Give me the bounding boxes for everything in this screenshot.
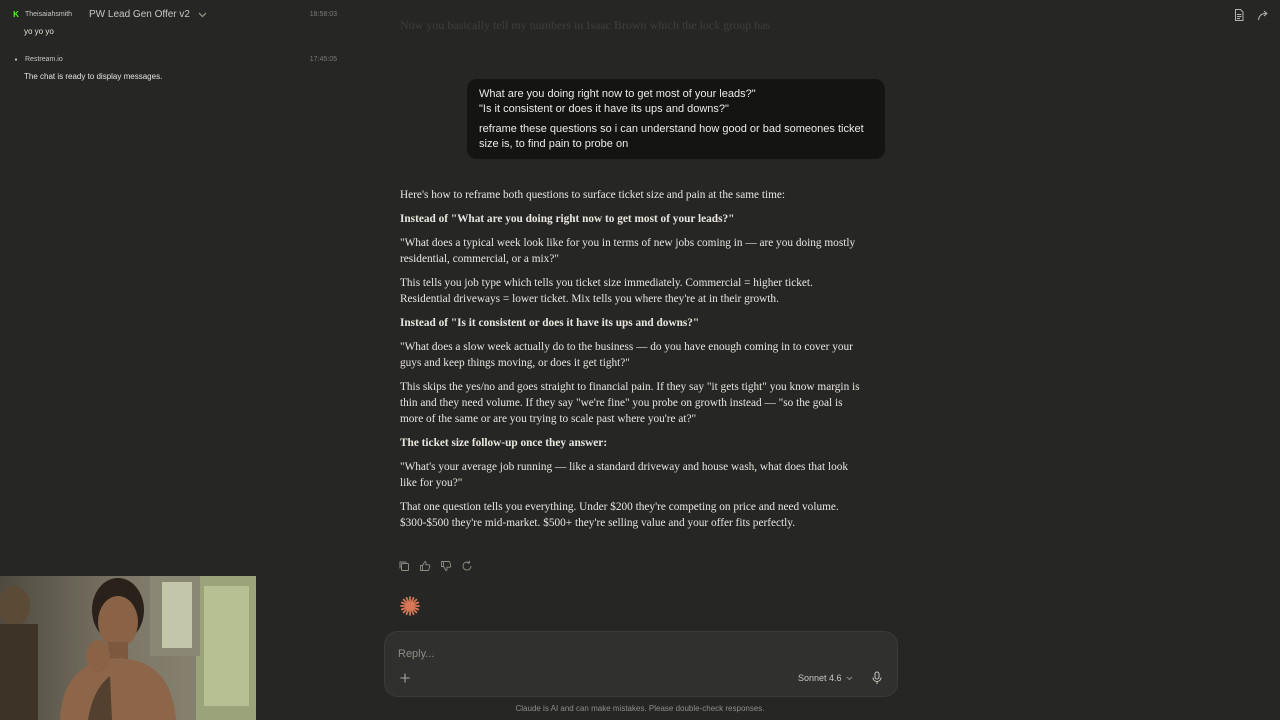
header-actions: [1232, 8, 1270, 22]
chat-text: The chat is ready to display messages.: [24, 72, 163, 81]
response-paragraph: Here's how to reframe both questions to surface ticket size and pain at the same time:: [400, 189, 786, 201]
response-paragraph: "What's your average job running — like a standard driveway and house wash, what does that look like for you?": [400, 461, 849, 489]
webcam-feed: [0, 576, 256, 720]
reply-input[interactable]: [398, 646, 778, 662]
response-heading: Instead of "What are you doing right now to get most of your leads?": [400, 213, 735, 225]
thumbs-up-icon[interactable]: [419, 559, 431, 571]
chat-text: yo yo yo: [24, 27, 54, 36]
user-message-line: What are you doing right now to get most of your leads?": [479, 88, 756, 100]
thumbs-down-icon[interactable]: [440, 559, 452, 571]
response-heading: The ticket size follow-up once they answer:: [400, 437, 608, 449]
response-heading: Instead of "Is it consistent or does it have its ups and downs?": [400, 317, 700, 329]
chat-time: 18:58:03: [309, 11, 337, 18]
chat-author: Restream.io: [25, 56, 63, 63]
document-icon[interactable]: [1232, 8, 1246, 22]
response-paragraph: That one question tells you everything. Under $200 they're competing on price and need volume. $300-$500 they're mid-market. $500+ they're selling value and your offer fits perfectly.: [400, 501, 839, 529]
chevron-down-icon: [198, 10, 207, 20]
user-message-line: reframe these questions so i can understand how good or bad someones ticket size is, to find pain to probe on: [479, 123, 864, 150]
chevron-down-icon: [846, 674, 853, 683]
conversation-title-menu[interactable]: [89, 9, 207, 20]
message-actions: [398, 559, 473, 571]
model-name: Sonnet 4.6: [798, 673, 842, 683]
chat-message: [12, 56, 337, 86]
copy-icon[interactable]: [398, 559, 410, 571]
model-selector[interactable]: [798, 673, 853, 683]
share-icon[interactable]: [1256, 8, 1270, 22]
response-paragraph: This tells you job type which tells you ticket size immediately. Commercial = higher ticket. Residential driveways = lower ticket. Mix tells you where they're at in their growth.: [400, 277, 813, 305]
ai-disclaimer: Claude is AI and can make mistakes. Please double-check responses.: [515, 704, 765, 713]
reply-composer: [384, 631, 898, 697]
chat-author: Theisaiahsmith: [25, 11, 73, 18]
response-paragraph: "What does a slow week actually do to the business — do you have enough coming in to cover your guys and keep things moving, or does it get tight?": [400, 341, 853, 369]
previous-message-fragment: Now you basically tell my numbers in Isaac Brown which the lock group has: [400, 18, 771, 32]
user-message-line: "Is it consistent or does it have its ups and downs?": [479, 103, 729, 115]
microphone-icon[interactable]: [871, 671, 883, 685]
kick-icon: K: [13, 10, 19, 19]
claude-spark-icon: [400, 596, 420, 616]
conversation-title: PW Lead Gen Offer v2: [89, 9, 190, 20]
response-paragraph: "What does a typical week look like for you in terms of new jobs coming in — are you doing mostly residential, commercial, or a mix?": [400, 237, 856, 265]
restream-icon: ●: [14, 57, 18, 63]
add-attachment-button[interactable]: [399, 672, 411, 686]
response-paragraph: This skips the yes/no and goes straight to financial pain. If they say "it gets tight" you know margin is thin and they need volume. If they say "we're fine" you probe on growth instead — "so the goal is more of the same or are you trying to scale past where you're at?": [400, 381, 860, 425]
plus-icon: [399, 672, 411, 684]
user-message: [467, 79, 885, 159]
retry-icon[interactable]: [461, 559, 473, 571]
assistant-message: [400, 187, 865, 539]
chat-time: 17:45:05: [309, 56, 337, 63]
